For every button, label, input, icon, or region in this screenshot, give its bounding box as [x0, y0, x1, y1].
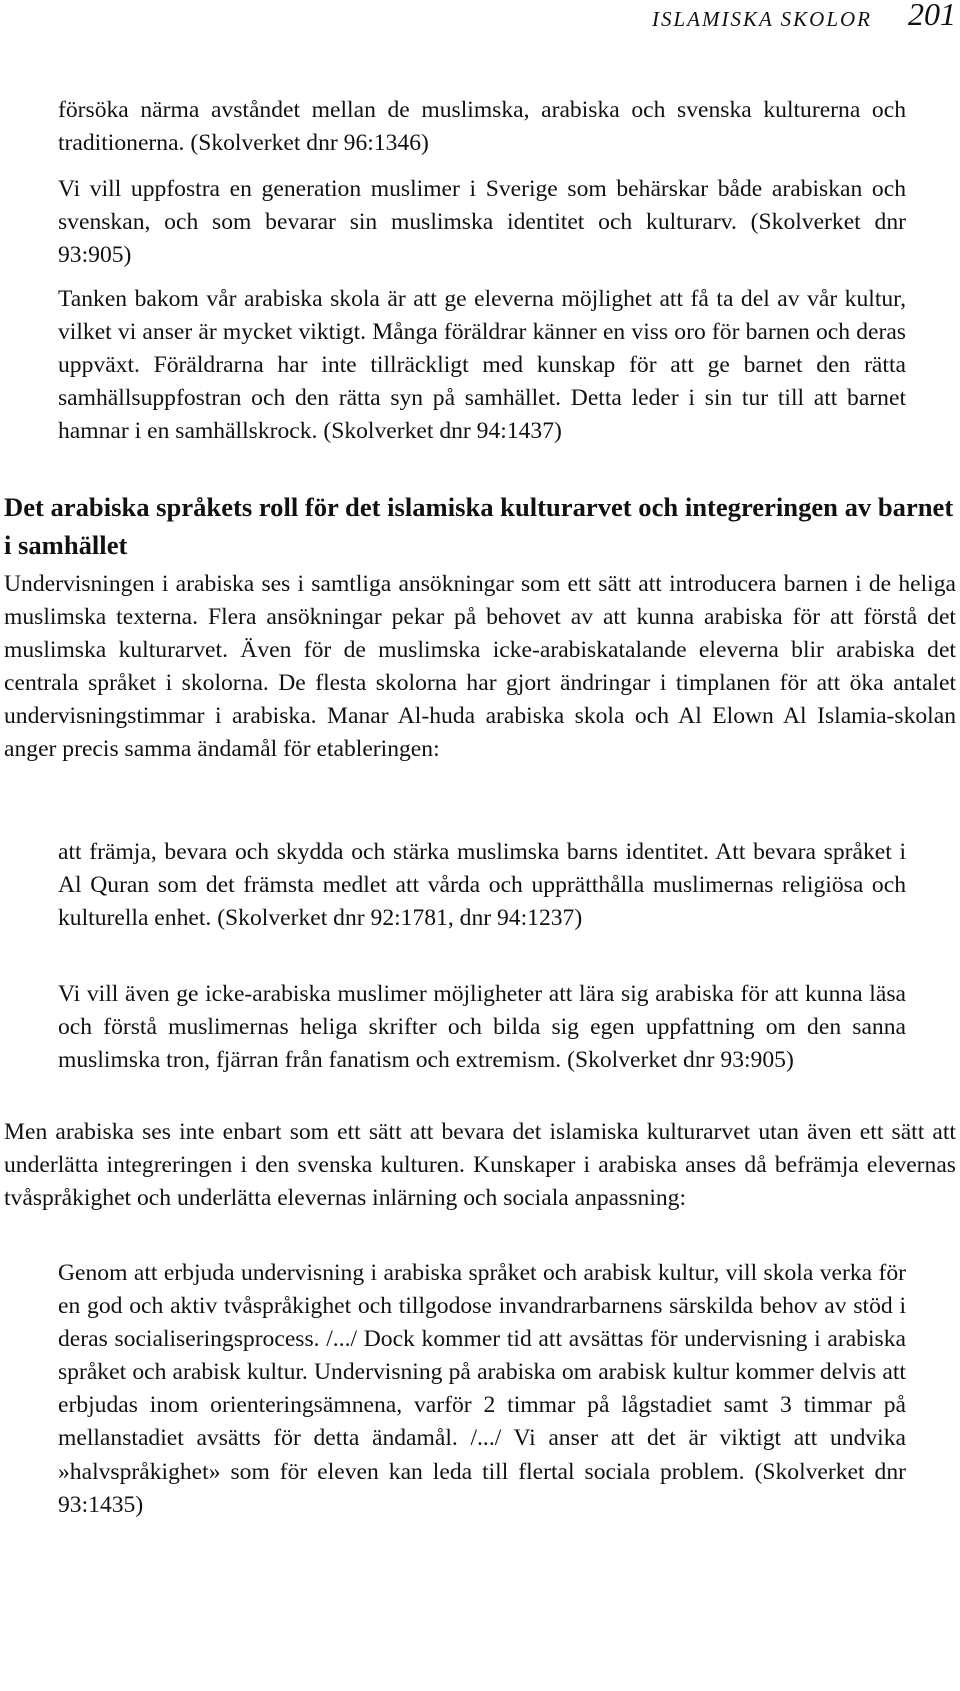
page-number: 201	[908, 0, 956, 32]
section-heading: Det arabiska språkets roll för det islamiska kulturarvet och integreringen av barnet i samhället	[4, 492, 954, 560]
block-quote-6: Genom att erbjuda undervisning i arabiska språket och arabisk kultur, vill skola verka för en god och aktiv tvåspråkighet och tillgodose invandrarbarnens särskilda behov av stöd i deras socialiseringsprocess. /.../ Dock kommer tid att avsättas för undervisning i arabiska språket och arabisk kultur. Undervisning på arabiska om arabisk kultur kommer delvis att erbjudas inom orienteringsämnena, varför 2 timmar på lågstadiet samt 3 timmar på mellanstadiet avsätts för detta ändamål. /.../ Vi anser att det är viktigt att undvika »halvspråkighet» som för eleven kan leda till flertal sociala problem. (Skolverket dnr 93:1435)	[58, 1260, 906, 1518]
block-quote-4: att främja, bevara och skydda och stärka muslimska barns identitet. Att bevara språket i Al Quran som det främsta medlet att vårda och upprätthålla muslimernas religiösa och kulturella enhet. (Skolverket dnr 92:1781, dnr 94:1237)	[58, 839, 906, 932]
block-quote-5: Vi vill även ge icke-arabiska muslimer möjligheter att lära sig arabiska för att kunna läsa och förstå muslimernas heliga skrifter och bilda sig egen uppfattning om den sanna muslimska tron, fjärran från fanatism och extremism. (Skolverket dnr 93:905)	[58, 981, 906, 1074]
running-head	[0, 0, 960, 40]
running-head-title: ISLAMISKA SKOLOR	[651, 7, 872, 31]
body-paragraph-2: Men arabiska ses inte enbart som ett sätt att bevara det islamiska kulturarvet utan även ett sätt att underlätta integreringen i den svenska kulturen. Kunskaper i arabiska anses då befrämja elevernas tvåspråkighet och underlätta elevernas inlärning och sociala anpassning:	[4, 1119, 956, 1212]
body-paragraph-1: Undervisningen i arabiska ses i samtliga ansökningar som ett sätt att introducera barnen i de heliga muslimska texterna. Flera ansökningar pekar på behovet av att kunna arabiska för att förstå det muslimska kulturarvet. Även för de muslimska icke-arabiskatalande eleverna blir arabiska det centrala språket i skolorna. De flesta skolorna har gjort ändringar i timplanen för att öka antalet undervisningstimmar i arabiska. Manar Al-huda arabiska skola och Al Elown Al Islamia-skolan anger precis samma ändamål för etableringen:	[4, 571, 956, 763]
block-quote-3: Tanken bakom vår arabiska skola är att ge eleverna möjlighet att få ta del av vår kultur, vilket vi anser är mycket viktigt. Många föräldrar känner en viss oro för barnen och deras uppväxt. Föräldrarna har inte tillräckligt med kunskap för att ge barnet den rätta samhällsuppfostran och den rätta syn på samhället. Detta leder i sin tur till att barnet hamnar i en samhällskrock. (Skolverket dnr 94:1437)	[58, 286, 906, 445]
block-quote-2: Vi vill uppfostra en generation muslimer i Sverige som behärskar både arabiskan och svenskan, och som bevarar sin muslimska identitet och kulturarv. (Skolverket dnr 93:905)	[58, 176, 906, 269]
block-quote-1: försöka närma avståndet mellan de muslimska, arabiska och svenska kulturerna och traditionerna. (Skolverket dnr 96:1346)	[58, 97, 906, 157]
